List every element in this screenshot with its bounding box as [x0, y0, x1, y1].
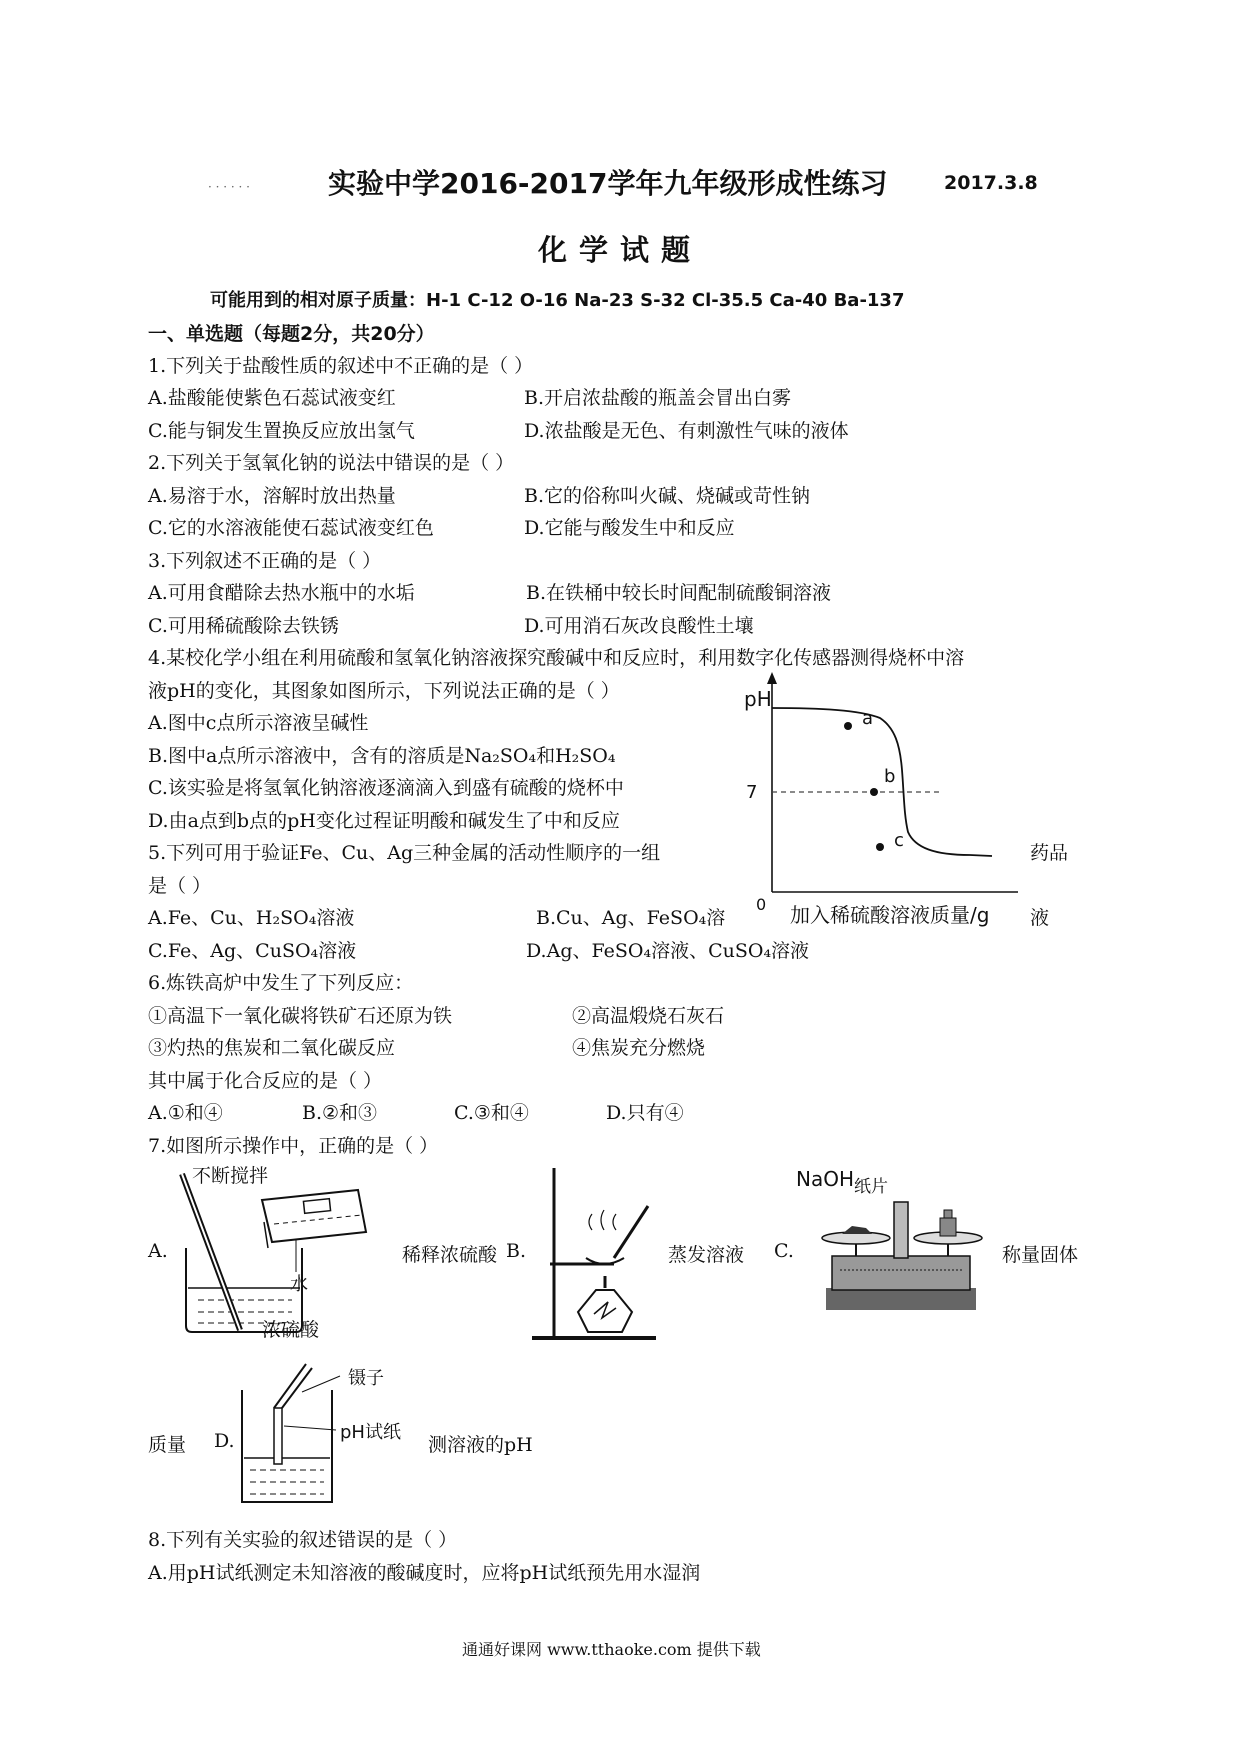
atomic-masses: 可能用到的相对原子质量：H-1 C-12 O-16 Na-23 S-32 Cl-35.5 Ca-40 Ba-137 — [210, 290, 905, 311]
q4-option-b: B.图中a点所示溶液中，含有的溶质是Na₂SO₄和H₂SO₄ — [148, 745, 616, 767]
q6-option-b: B.②和③ — [302, 1102, 378, 1124]
figure-ph-test — [236, 1362, 416, 1512]
naoh-solid-icon — [842, 1226, 872, 1234]
q8-stem: 8.下列有关实验的叙述错误的是（ ） — [148, 1529, 458, 1551]
q7-option-c-letter: C. — [774, 1240, 794, 1262]
q3-stem: 3.下列叙述不正确的是（ ） — [148, 550, 382, 572]
q5-option-b-tail: 液 — [1030, 907, 1050, 929]
label-conc-acid: 浓硫酸 — [262, 1319, 320, 1340]
q2-option-d: D.它能与酸发生中和反应 — [524, 517, 735, 539]
balance-body-icon — [832, 1256, 970, 1290]
q6-reaction-4: ④焦炭充分燃烧 — [572, 1037, 706, 1059]
q2-option-a: A.易溶于水，溶解时放出热量 — [148, 485, 396, 507]
q7-option-c-label: 称量固体 — [1002, 1244, 1079, 1266]
label-paper: 纸片 — [854, 1177, 888, 1197]
q5-stem-line2: 是（ ） — [148, 875, 212, 897]
origin-label: 0 — [756, 895, 767, 914]
q5-option-d: D.Ag、FeSO₄溶液、CuSO₄溶液 — [526, 940, 810, 962]
q2-stem: 2.下列关于氢氧化钠的说法中错误的是（ ） — [148, 452, 515, 474]
q4-option-a: A.图中c点所示溶液呈碱性 — [148, 712, 369, 734]
label-naoh: NaOH — [796, 1167, 854, 1191]
q5-option-a: A.Fe、Cu、H₂SO₄溶液 — [148, 907, 355, 929]
y-axis-arrow-icon — [767, 672, 777, 684]
q6-reaction-2: ②高温煅烧石灰石 — [572, 1005, 725, 1027]
q6-option-c: C.③和④ — [454, 1102, 529, 1124]
x-axis-label: 加入稀硫酸溶液质量/g — [790, 903, 990, 927]
q1-option-d: D.浓盐酸是无色、有刺激性气味的液体 — [524, 420, 849, 442]
q6-reaction-3: ③灼热的焦炭和二氧化碳反应 — [148, 1037, 396, 1059]
q5-stem-tail: 药品 — [1030, 842, 1069, 864]
y-axis-label: pH — [744, 687, 772, 711]
q7-option-b-letter: B. — [506, 1240, 527, 1262]
q1-option-b: B.开启浓盐酸的瓶盖会冒出白雾 — [524, 387, 792, 409]
q5-stem-line1: 5.下列可用于验证Fe、Cu、Ag三种金属的活动性顺序的一组 — [148, 842, 661, 864]
q7-option-a-letter: A. — [148, 1240, 168, 1262]
point-a-marker — [844, 722, 852, 730]
tweezers-icon — [274, 1364, 306, 1408]
section-title: 一、单选题（每题2分，共20分） — [148, 323, 435, 345]
point-b-marker — [870, 788, 878, 796]
label-tweezers: 镊子 — [348, 1368, 384, 1389]
q7-option-d-letter: D. — [214, 1430, 235, 1452]
q3-option-c: C.可用稀硫酸除去铁锈 — [148, 615, 339, 637]
label-water: 水 — [290, 1274, 308, 1295]
q4-option-d: D.由a点到b点的pH变化过程证明酸和碱发生了中和反应 — [148, 810, 620, 832]
point-b-label: b — [884, 766, 896, 787]
header-dots: · · · · · · — [208, 180, 250, 194]
q3-option-a: A.可用食醋除去热水瓶中的水垢 — [148, 582, 415, 604]
q1-option-c: C.能与铜发生置换反应放出氢气 — [148, 420, 415, 442]
q7-option-c-tail: 质量 — [148, 1434, 187, 1456]
label-ph-paper: pH试纸 — [340, 1422, 401, 1443]
q7-stem: 7.如图所示操作中，正确的是（ ） — [148, 1135, 439, 1157]
q7-option-b-label: 蒸发溶液 — [668, 1244, 745, 1266]
q6-reaction-1: ①高温下一氧化碳将铁矿石还原为铁 — [148, 1005, 453, 1027]
q6-option-a: A.①和④ — [148, 1102, 223, 1124]
ph-paper-icon — [274, 1408, 282, 1464]
point-a-label: a — [862, 708, 874, 729]
page-title: 实验中学2016-2017学年九年级形成性练习 — [328, 167, 888, 200]
point-c-marker — [876, 843, 884, 851]
q4-stem-line2: 液pH的变化，其图象如图所示，下列说法正确的是（ ） — [148, 680, 620, 702]
q3-option-d: D.可用消石灰改良酸性土壤 — [524, 615, 754, 637]
figure-dilute-acid — [168, 1160, 388, 1340]
q6-ask: 其中属于化合反应的是（ ） — [148, 1070, 383, 1092]
q1-option-a: A.盐酸能使紫色石蕊试液变红 — [148, 387, 396, 409]
footer-text: 通通好课网 www.tthaoke.com 提供下载 — [462, 1640, 761, 1659]
ph-7-tick-label: 7 — [746, 782, 758, 803]
q2-option-c: C.它的水溶液能使石蕊试液变红色 — [148, 517, 434, 539]
q6-option-d: D.只有④ — [606, 1102, 684, 1124]
figure-evaporation — [528, 1160, 668, 1350]
q2-option-b: B.它的俗称叫火碱、烧碱或苛性钠 — [524, 485, 811, 507]
q5-option-b: B.Cu、Ag、FeSO₄溶 — [536, 907, 726, 929]
weight-icon — [940, 1218, 956, 1236]
ph-chart — [730, 670, 1030, 930]
q7-option-d-label: 测溶液的pH — [428, 1434, 533, 1456]
label-stir: 不断搅拌 — [192, 1165, 269, 1187]
figure-balance — [796, 1160, 996, 1320]
q7-option-a-label: 稀释浓硫酸 — [402, 1244, 498, 1266]
exam-date: 2017.3.8 — [944, 172, 1038, 194]
beaker-icon-d — [242, 1390, 332, 1502]
q5-option-c: C.Fe、Ag、CuSO₄溶液 — [148, 940, 357, 962]
page-subtitle: 化学试题 — [538, 233, 703, 267]
q4-option-c: C.该实验是将氢氧化钠溶液逐滴滴入到盛有硫酸的烧杯中 — [148, 777, 624, 799]
q4-stem-line1: 4.某校化学小组在利用硫酸和氢氧化钠溶液探究酸碱中和反应时，利用数字化传感器测得烧杯中溶 — [148, 647, 965, 669]
balance-base — [826, 1288, 976, 1310]
q6-stem: 6.炼铁高炉中发生了下列反应： — [148, 972, 414, 994]
q1-stem: 1.下列关于盐酸性质的叙述中不正确的是（ ） — [148, 355, 534, 377]
q3-option-b: B.在铁桶中较长时间配制硫酸铜溶液 — [526, 582, 832, 604]
point-c-label: c — [894, 830, 904, 851]
q8-option-a: A.用pH试纸测定未知溶液的酸碱度时，应将pH试纸预先用水湿润 — [148, 1562, 701, 1584]
ph-curve — [772, 708, 992, 856]
